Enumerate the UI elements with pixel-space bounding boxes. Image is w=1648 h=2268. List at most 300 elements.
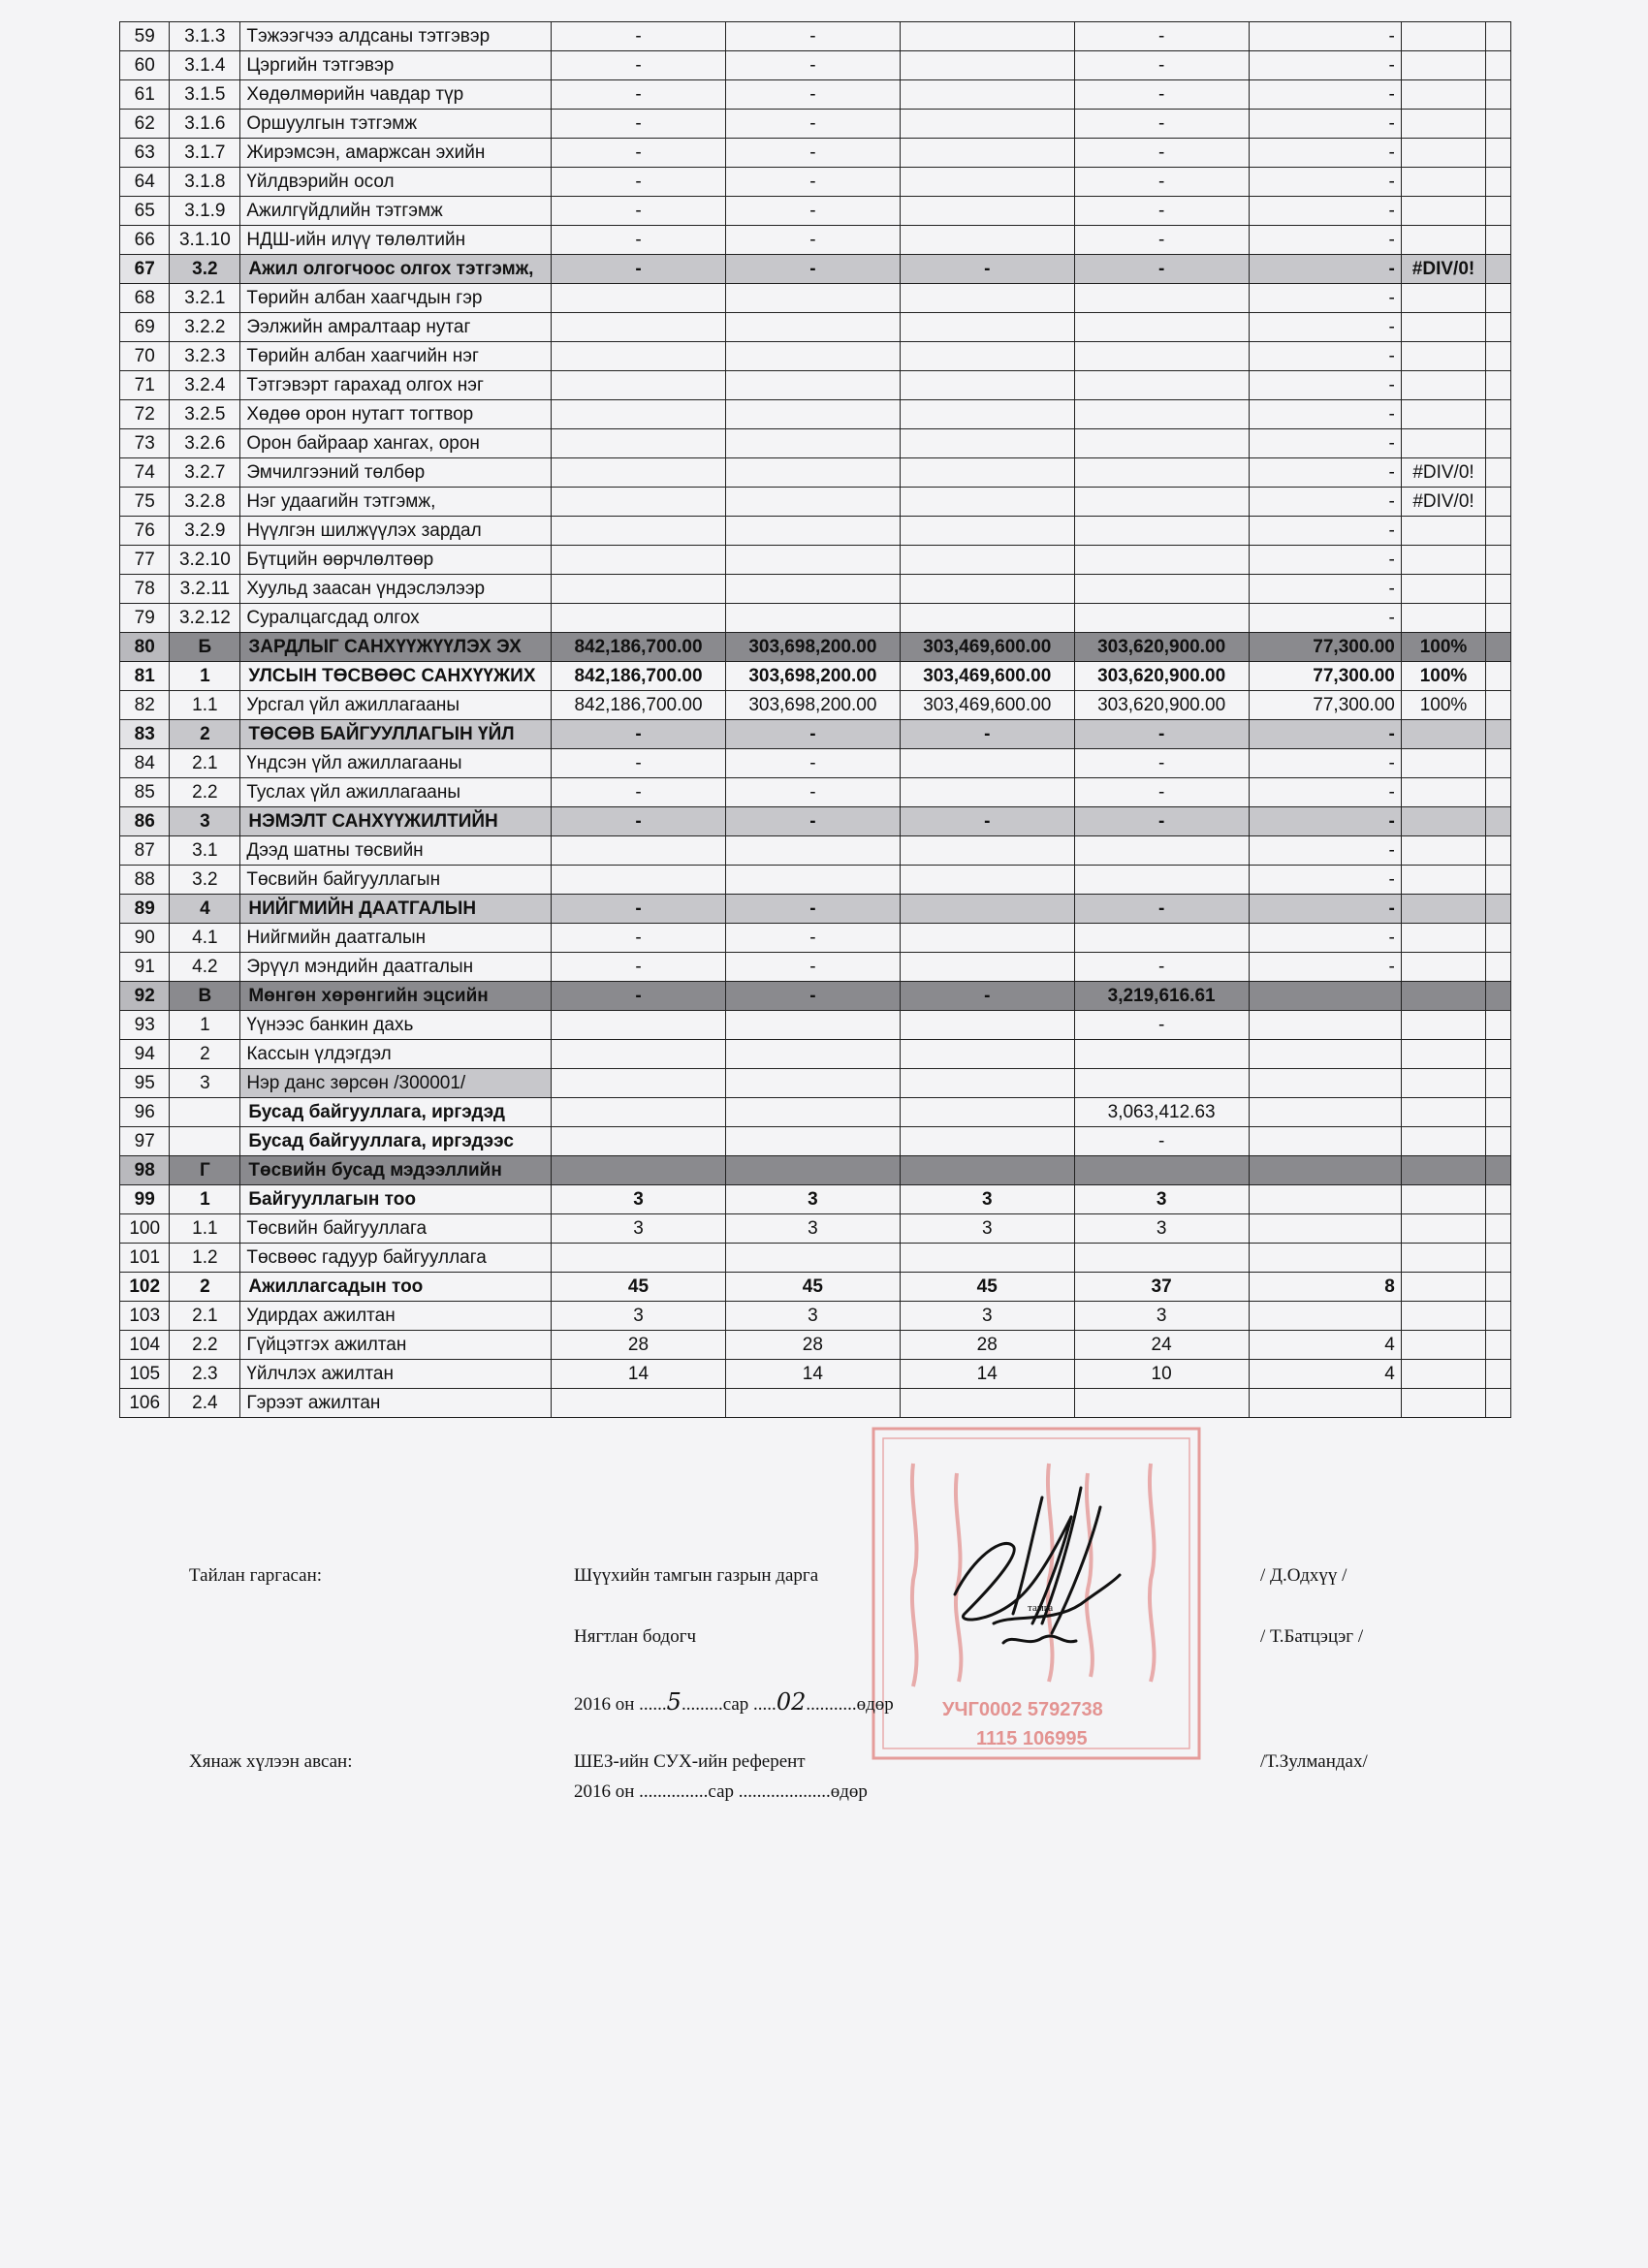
row-code: 3.2.12 xyxy=(170,604,240,633)
value-actual: - xyxy=(1074,953,1249,982)
value-difference xyxy=(1249,982,1401,1011)
value-percent xyxy=(1401,400,1485,429)
row-code: 4.2 xyxy=(170,953,240,982)
value-percent xyxy=(1401,51,1485,80)
date-line-2: 2016 он ...............сар ....................өдөр xyxy=(574,1781,868,1802)
value-percent xyxy=(1401,1273,1485,1302)
stamp-text-1: УЧГ0002 5792738 xyxy=(942,1699,1103,1720)
value-revised: 3 xyxy=(725,1214,900,1244)
row-number: 92 xyxy=(120,982,170,1011)
value-approved xyxy=(552,400,726,429)
value-actual: 3 xyxy=(1074,1185,1249,1214)
referent-name: /Т.Зулмандах/ xyxy=(1260,1751,1368,1772)
row-number: 74 xyxy=(120,458,170,488)
row-number: 96 xyxy=(120,1098,170,1127)
table-row xyxy=(120,342,1511,371)
value-approved xyxy=(552,342,726,371)
table-row xyxy=(120,458,1511,488)
value-difference: - xyxy=(1249,313,1401,342)
table-row xyxy=(120,1273,1511,1302)
row-name: Үйлдвэрийн осол xyxy=(240,168,552,197)
value-difference: - xyxy=(1249,488,1401,517)
row-name: Жирэмсэн, амаржсан эхийн xyxy=(240,139,552,168)
value-percent xyxy=(1401,1156,1485,1185)
value-percent xyxy=(1401,575,1485,604)
row-code: 3.2.9 xyxy=(170,517,240,546)
row-number: 73 xyxy=(120,429,170,458)
value-revised: 28 xyxy=(725,1331,900,1360)
row-name: Эрүүл мэндийн даатгалын xyxy=(240,953,552,982)
row-name: Төрийн албан хаагчийн нэг xyxy=(240,342,552,371)
value-percent xyxy=(1401,1040,1485,1069)
value-percent xyxy=(1401,1011,1485,1040)
value-actual xyxy=(1074,488,1249,517)
value-percent xyxy=(1401,110,1485,139)
value-approved: - xyxy=(552,255,726,284)
row-name: Тэтгэвэрт гарахад олгох нэг xyxy=(240,371,552,400)
value-plan xyxy=(900,197,1074,226)
table-row xyxy=(120,1302,1511,1331)
row-code: 3.1.6 xyxy=(170,110,240,139)
value-percent xyxy=(1401,517,1485,546)
value-approved: - xyxy=(552,807,726,836)
row-blank xyxy=(1486,1214,1511,1244)
row-code: 1 xyxy=(170,1185,240,1214)
value-difference: - xyxy=(1249,604,1401,633)
value-plan xyxy=(900,342,1074,371)
value-plan: 45 xyxy=(900,1273,1074,1302)
table-row xyxy=(120,1185,1511,1214)
value-actual xyxy=(1074,575,1249,604)
signature-block xyxy=(0,1551,1648,1842)
value-actual: - xyxy=(1074,80,1249,110)
value-revised xyxy=(725,342,900,371)
row-code: 3.1.7 xyxy=(170,139,240,168)
value-revised: 303,698,200.00 xyxy=(725,633,900,662)
value-revised xyxy=(725,1098,900,1127)
row-code: 3.2.10 xyxy=(170,546,240,575)
row-code: 2 xyxy=(170,720,240,749)
value-actual: - xyxy=(1074,22,1249,51)
value-revised: 303,698,200.00 xyxy=(725,691,900,720)
value-revised: 14 xyxy=(725,1360,900,1389)
value-actual xyxy=(1074,458,1249,488)
value-actual: 3,219,616.61 xyxy=(1074,982,1249,1011)
value-percent xyxy=(1401,866,1485,895)
table-row xyxy=(120,575,1511,604)
value-approved: - xyxy=(552,168,726,197)
table-row xyxy=(120,866,1511,895)
report-body xyxy=(120,22,1511,1418)
value-approved: - xyxy=(552,720,726,749)
row-code: 3.2.1 xyxy=(170,284,240,313)
budget-report-table xyxy=(119,21,1511,1418)
value-approved xyxy=(552,1156,726,1185)
row-code: В xyxy=(170,982,240,1011)
row-blank xyxy=(1486,458,1511,488)
value-percent xyxy=(1401,895,1485,924)
value-revised xyxy=(725,517,900,546)
row-blank xyxy=(1486,924,1511,953)
value-difference xyxy=(1249,1011,1401,1040)
table-row xyxy=(120,895,1511,924)
row-blank xyxy=(1486,429,1511,458)
row-number: 79 xyxy=(120,604,170,633)
value-actual xyxy=(1074,284,1249,313)
value-percent: #DIV/0! xyxy=(1401,458,1485,488)
row-name: Мөнгөн хөрөнгийн эцсийн xyxy=(240,982,552,1011)
value-plan xyxy=(900,168,1074,197)
value-percent: 100% xyxy=(1401,691,1485,720)
value-revised: - xyxy=(725,895,900,924)
value-percent xyxy=(1401,749,1485,778)
table-row xyxy=(120,168,1511,197)
row-blank xyxy=(1486,662,1511,691)
row-name: Гүйцэтгэх ажилтан xyxy=(240,1331,552,1360)
row-name: Нэг удаагийн тэтгэмж, xyxy=(240,488,552,517)
row-blank xyxy=(1486,866,1511,895)
value-actual xyxy=(1074,517,1249,546)
table-row xyxy=(120,720,1511,749)
value-difference: - xyxy=(1249,197,1401,226)
row-number: 75 xyxy=(120,488,170,517)
value-difference: - xyxy=(1249,284,1401,313)
row-name: Үйлчлэх ажилтан xyxy=(240,1360,552,1389)
row-number: 65 xyxy=(120,197,170,226)
value-difference xyxy=(1249,1069,1401,1098)
row-code: 2.1 xyxy=(170,749,240,778)
row-blank xyxy=(1486,80,1511,110)
table-row xyxy=(120,1098,1511,1127)
value-approved: 28 xyxy=(552,1331,726,1360)
row-number: 89 xyxy=(120,895,170,924)
accountant-title: Нягтлан бодогч xyxy=(574,1626,697,1647)
value-percent xyxy=(1401,226,1485,255)
value-plan xyxy=(900,1011,1074,1040)
table-row xyxy=(120,197,1511,226)
value-percent xyxy=(1401,953,1485,982)
row-blank xyxy=(1486,226,1511,255)
value-approved: 842,186,700.00 xyxy=(552,691,726,720)
row-code: 3.2.7 xyxy=(170,458,240,488)
row-code: 3.2.11 xyxy=(170,575,240,604)
row-number: 87 xyxy=(120,836,170,866)
value-revised: - xyxy=(725,749,900,778)
value-revised: - xyxy=(725,226,900,255)
value-percent xyxy=(1401,1069,1485,1098)
value-plan xyxy=(900,1127,1074,1156)
value-approved xyxy=(552,1011,726,1040)
value-percent xyxy=(1401,1185,1485,1214)
row-number: 100 xyxy=(120,1214,170,1244)
row-blank xyxy=(1486,1098,1511,1127)
table-row xyxy=(120,1069,1511,1098)
row-blank xyxy=(1486,1360,1511,1389)
value-plan xyxy=(900,1040,1074,1069)
value-revised: - xyxy=(725,51,900,80)
value-percent xyxy=(1401,1098,1485,1127)
value-revised: 45 xyxy=(725,1273,900,1302)
row-blank xyxy=(1486,1302,1511,1331)
value-plan xyxy=(900,866,1074,895)
row-code: 3.2 xyxy=(170,255,240,284)
value-actual: - xyxy=(1074,807,1249,836)
row-number: 84 xyxy=(120,749,170,778)
value-difference: - xyxy=(1249,51,1401,80)
value-revised: - xyxy=(725,168,900,197)
value-approved xyxy=(552,1389,726,1418)
value-approved: 842,186,700.00 xyxy=(552,662,726,691)
value-revised xyxy=(725,1040,900,1069)
value-actual: - xyxy=(1074,226,1249,255)
row-code: Г xyxy=(170,1156,240,1185)
row-name: Төсвийн байгууллага xyxy=(240,1214,552,1244)
value-difference xyxy=(1249,1098,1401,1127)
row-number: 99 xyxy=(120,1185,170,1214)
value-approved: 3 xyxy=(552,1214,726,1244)
value-percent xyxy=(1401,168,1485,197)
value-difference: - xyxy=(1249,22,1401,51)
value-percent xyxy=(1401,1360,1485,1389)
row-name: Бусад байгууллага, иргэдэд xyxy=(240,1098,552,1127)
row-name: Хуульд заасан үндэслэлээр xyxy=(240,575,552,604)
value-difference: - xyxy=(1249,836,1401,866)
row-name: Ажил олгогчоос олгох тэтгэмж, xyxy=(240,255,552,284)
value-revised: - xyxy=(725,953,900,982)
value-approved xyxy=(552,1127,726,1156)
row-number: 101 xyxy=(120,1244,170,1273)
row-blank xyxy=(1486,1011,1511,1040)
value-revised: - xyxy=(725,982,900,1011)
row-name: Ажилгүйдлийн тэтгэмж xyxy=(240,197,552,226)
value-revised xyxy=(725,1244,900,1273)
value-revised xyxy=(725,458,900,488)
row-blank xyxy=(1486,488,1511,517)
date-month-handwritten: 5 xyxy=(666,1688,681,1716)
value-actual xyxy=(1074,1040,1249,1069)
value-plan xyxy=(900,1069,1074,1098)
value-actual: - xyxy=(1074,110,1249,139)
value-percent xyxy=(1401,836,1485,866)
value-difference: 77,300.00 xyxy=(1249,662,1401,691)
value-actual xyxy=(1074,866,1249,895)
value-revised xyxy=(725,371,900,400)
row-name: ЗАРДЛЫГ САНХҮҮЖҮҮЛЭХ ЭХ xyxy=(240,633,552,662)
value-approved xyxy=(552,866,726,895)
table-row xyxy=(120,255,1511,284)
value-revised xyxy=(725,429,900,458)
value-actual xyxy=(1074,1069,1249,1098)
row-name: Ажиллагсадын тоо xyxy=(240,1273,552,1302)
row-blank xyxy=(1486,546,1511,575)
value-actual: 24 xyxy=(1074,1331,1249,1360)
value-difference xyxy=(1249,1244,1401,1273)
value-actual xyxy=(1074,1389,1249,1418)
row-blank xyxy=(1486,1040,1511,1069)
row-number: 88 xyxy=(120,866,170,895)
row-name: Хөдөө орон нутагт тогтвор xyxy=(240,400,552,429)
value-approved xyxy=(552,1098,726,1127)
stamp-text-2: 1115 106995 xyxy=(976,1728,1088,1749)
row-number: 86 xyxy=(120,807,170,836)
value-approved xyxy=(552,1040,726,1069)
value-actual xyxy=(1074,546,1249,575)
value-revised xyxy=(725,866,900,895)
value-plan xyxy=(900,226,1074,255)
row-blank xyxy=(1486,255,1511,284)
value-percent xyxy=(1401,1331,1485,1360)
value-difference: - xyxy=(1249,342,1401,371)
row-code: 3.2.6 xyxy=(170,429,240,458)
row-code: 1 xyxy=(170,662,240,691)
value-plan xyxy=(900,546,1074,575)
table-row xyxy=(120,924,1511,953)
value-plan: - xyxy=(900,720,1074,749)
value-percent xyxy=(1401,139,1485,168)
value-revised: - xyxy=(725,22,900,51)
table-row xyxy=(120,749,1511,778)
row-code: 3.2.8 xyxy=(170,488,240,517)
value-actual: - xyxy=(1074,51,1249,80)
value-actual: - xyxy=(1074,197,1249,226)
row-number: 94 xyxy=(120,1040,170,1069)
accountant-name: / Т.Батцэцэг / xyxy=(1260,1626,1364,1647)
value-approved xyxy=(552,284,726,313)
value-approved: - xyxy=(552,924,726,953)
row-number: 80 xyxy=(120,633,170,662)
table-row xyxy=(120,836,1511,866)
row-name: Төсвөөс гадуур байгууллага xyxy=(240,1244,552,1273)
value-revised xyxy=(725,1011,900,1040)
value-approved xyxy=(552,836,726,866)
value-approved xyxy=(552,429,726,458)
value-plan: - xyxy=(900,982,1074,1011)
table-row xyxy=(120,226,1511,255)
row-blank xyxy=(1486,168,1511,197)
row-blank xyxy=(1486,1273,1511,1302)
value-plan xyxy=(900,575,1074,604)
value-revised: - xyxy=(725,255,900,284)
head-title: Шүүхийн тамгын газрын дарга xyxy=(574,1565,819,1586)
value-difference xyxy=(1249,1156,1401,1185)
row-name: Үндсэн үйл ажиллагааны xyxy=(240,749,552,778)
row-blank xyxy=(1486,982,1511,1011)
row-code: 1.2 xyxy=(170,1244,240,1273)
value-difference: 77,300.00 xyxy=(1249,691,1401,720)
value-approved: - xyxy=(552,22,726,51)
value-approved: - xyxy=(552,778,726,807)
row-blank xyxy=(1486,400,1511,429)
row-number: 103 xyxy=(120,1302,170,1331)
date-line-1: 2016 он ......5.........сар .....02...........өдөр xyxy=(574,1688,894,1716)
value-actual: - xyxy=(1074,255,1249,284)
row-blank xyxy=(1486,895,1511,924)
row-name: Оршуулгын тэтгэмж xyxy=(240,110,552,139)
value-approved: 45 xyxy=(552,1273,726,1302)
table-row xyxy=(120,22,1511,51)
table-row xyxy=(120,517,1511,546)
value-revised xyxy=(725,400,900,429)
value-revised xyxy=(725,1156,900,1185)
row-code: 1.1 xyxy=(170,691,240,720)
row-name: Төсвийн бусад мэдээллийн xyxy=(240,1156,552,1185)
value-approved xyxy=(552,371,726,400)
value-percent xyxy=(1401,313,1485,342)
value-approved xyxy=(552,604,726,633)
row-name: Удирдах ажилтан xyxy=(240,1302,552,1331)
row-name: Гэрээт ажилтан xyxy=(240,1389,552,1418)
row-code: 4 xyxy=(170,895,240,924)
value-revised xyxy=(725,1389,900,1418)
value-difference: - xyxy=(1249,110,1401,139)
value-difference: 8 xyxy=(1249,1273,1401,1302)
value-actual: 3 xyxy=(1074,1302,1249,1331)
value-plan xyxy=(900,313,1074,342)
value-actual xyxy=(1074,313,1249,342)
head-name: / Д.Одхүү / xyxy=(1260,1565,1347,1586)
table-row xyxy=(120,429,1511,458)
value-actual: 303,620,900.00 xyxy=(1074,662,1249,691)
value-plan xyxy=(900,749,1074,778)
value-actual xyxy=(1074,429,1249,458)
value-actual: - xyxy=(1074,168,1249,197)
row-blank xyxy=(1486,342,1511,371)
row-number: 67 xyxy=(120,255,170,284)
value-revised: - xyxy=(725,197,900,226)
value-percent xyxy=(1401,1214,1485,1244)
row-code: 2.4 xyxy=(170,1389,240,1418)
value-plan: 28 xyxy=(900,1331,1074,1360)
value-approved xyxy=(552,546,726,575)
value-plan xyxy=(900,458,1074,488)
value-difference xyxy=(1249,1389,1401,1418)
value-approved: - xyxy=(552,953,726,982)
row-blank xyxy=(1486,197,1511,226)
value-difference: - xyxy=(1249,255,1401,284)
row-name: Нүүлгэн шилжүүлэх зардал xyxy=(240,517,552,546)
value-approved: - xyxy=(552,80,726,110)
table-row xyxy=(120,982,1511,1011)
referent-title: ШЕЗ-ийн СУХ-ийн референт xyxy=(574,1751,806,1772)
value-revised: 3 xyxy=(725,1302,900,1331)
value-difference: - xyxy=(1249,517,1401,546)
value-plan xyxy=(900,110,1074,139)
row-number: 81 xyxy=(120,662,170,691)
row-number: 85 xyxy=(120,778,170,807)
row-blank xyxy=(1486,633,1511,662)
row-name: Ээлжийн амралтаар нутаг xyxy=(240,313,552,342)
row-name: Төсвийн байгууллагын xyxy=(240,866,552,895)
row-number: 68 xyxy=(120,284,170,313)
row-name: Бүтцийн өөрчлөлтөөр xyxy=(240,546,552,575)
row-number: 93 xyxy=(120,1011,170,1040)
row-name: Цэргийн тэтгэвэр xyxy=(240,51,552,80)
row-number: 72 xyxy=(120,400,170,429)
value-plan: 303,469,600.00 xyxy=(900,691,1074,720)
value-percent xyxy=(1401,22,1485,51)
value-actual: - xyxy=(1074,778,1249,807)
row-name: Байгууллагын тоо xyxy=(240,1185,552,1214)
value-plan xyxy=(900,1098,1074,1127)
row-blank xyxy=(1486,139,1511,168)
table-row xyxy=(120,691,1511,720)
value-plan: 14 xyxy=(900,1360,1074,1389)
row-number: 60 xyxy=(120,51,170,80)
value-difference: - xyxy=(1249,168,1401,197)
value-actual: - xyxy=(1074,895,1249,924)
value-plan: - xyxy=(900,255,1074,284)
row-code: 3.2.2 xyxy=(170,313,240,342)
